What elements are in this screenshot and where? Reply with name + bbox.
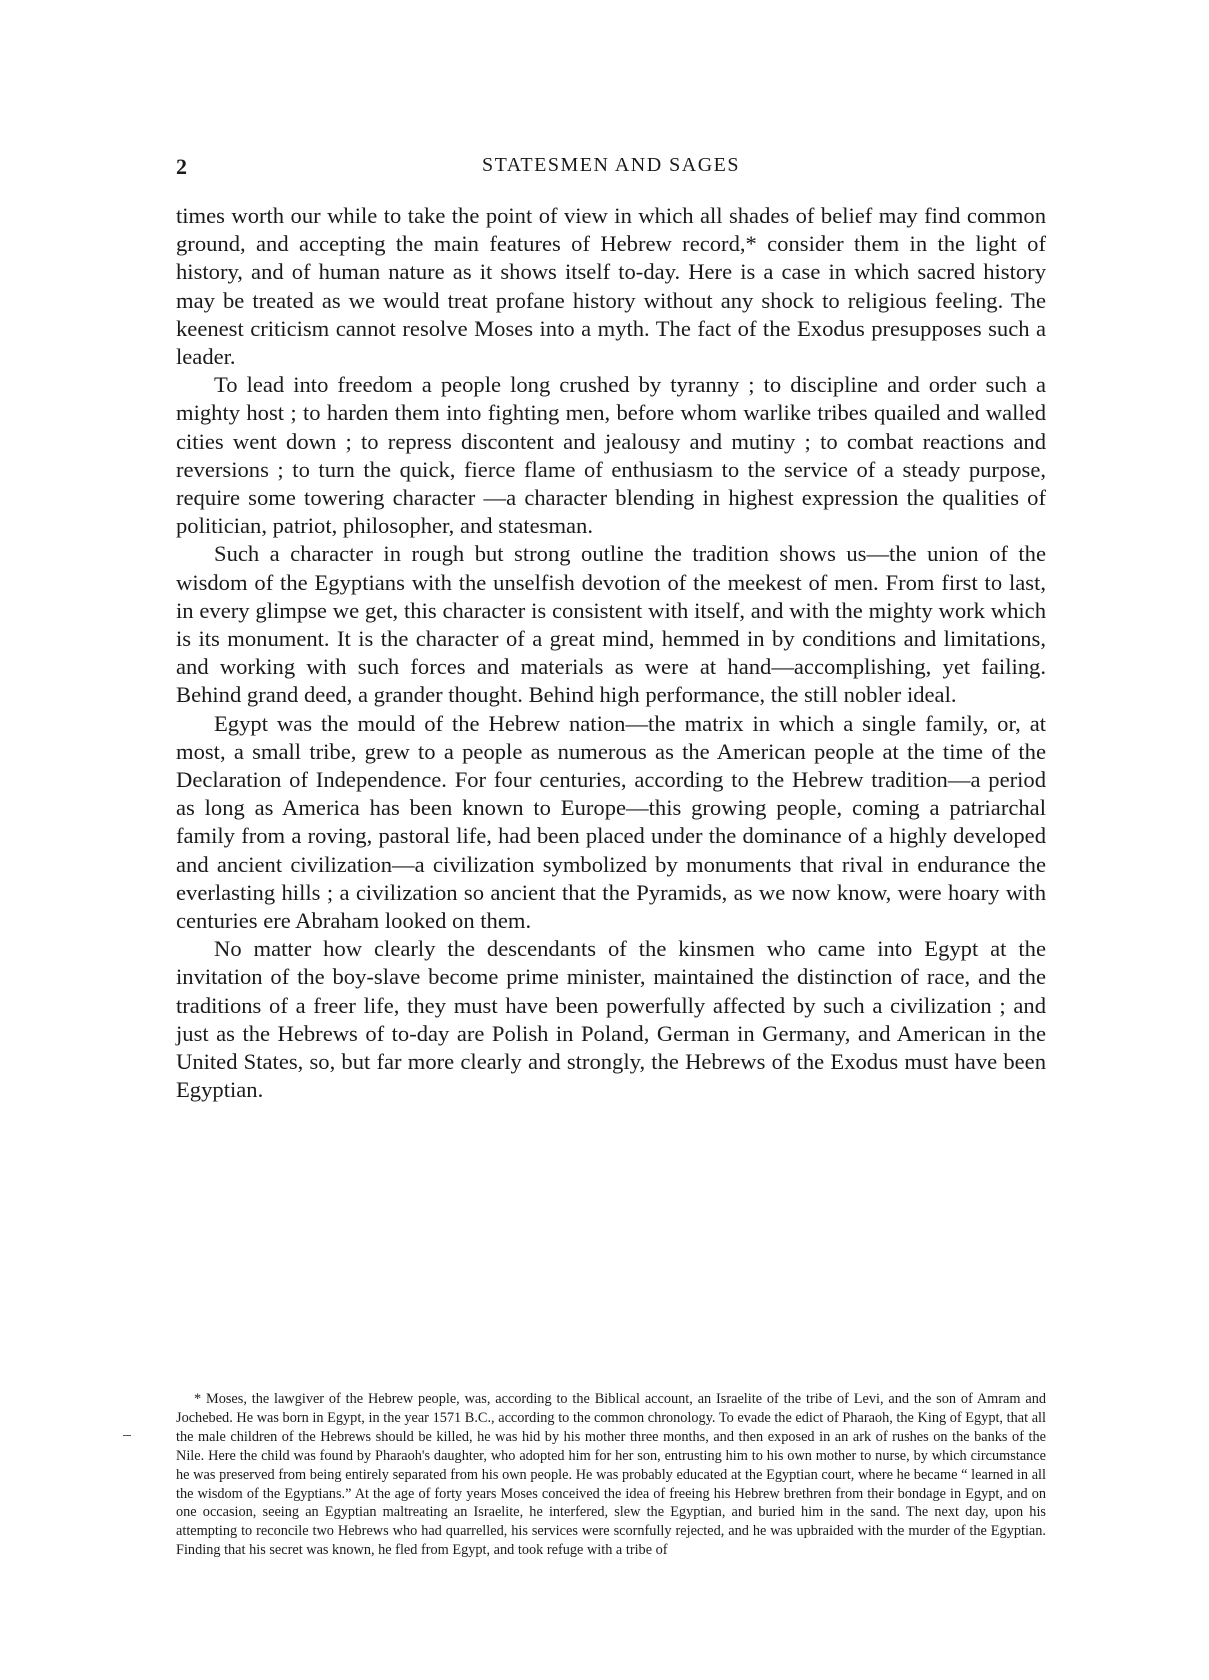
- paragraph: Such a character in rough but strong outline the tradition shows us—the union of the wisdom of the Egyptians with the unselfish devotion of the meekest of men. From first to last, in every glimpse we get, this character is consistent with itself, and with the mighty work which is its monument. It is the character of a great mind, hemmed in by conditions and limitations, and working with such forces and materials as were at hand—accomplishing, yet failing. Behind grand deed, a grander thought. Behind high performance, the still nobler ideal.: [176, 541, 1046, 708]
- paragraph-continued: times worth our while to take the point of view in which all shades of belief may find common ground, and accepting the main features of Hebrew record,* consider them in the light of history, and of human nature as it shows itself to-day. Here is a case in which sacred history may be treated as we would treat profane history without any shock to religious feeling. The keenest criticism cannot resolve Moses into a myth. The fact of the Exodus presupposes such a leader.: [176, 203, 1046, 370]
- main-text: [176, 202, 1046, 1105]
- running-head: [176, 154, 1046, 184]
- paragraph: No matter how clearly the descendants of the kinsmen who came into Egypt at the invitation of the boy-slave become prime minister, maintained the distinction of race, and the traditions of a freer life, they must have been powerfully affected by such a civilization ; and just as the Hebrews of to-day are Polish in Poland, German in Germany, and American in the United States, so, but far more clearly and strongly, the Hebrews of the Exodus must have been Egyptian.: [176, 936, 1046, 1103]
- paragraph: Egypt was the mould of the Hebrew nation—the matrix in which a single family, or, at most, a small tribe, grew to a people as numerous as the American people at the time of the Declaration of Independence. For four centuries, according to the Hebrew tradition—a period as long as America has been known to Europe—this growing people, coming a patriarchal family from a roving, pastoral life, had been placed under the dominance of a highly developed and ancient civilization—a civilization symbolized by monuments that rival in endurance the everlasting hills ; a civilization so ancient that the Pyramids, as we now know, were hoary with centuries ere Abraham looked on them.: [176, 710, 1046, 934]
- running-title: STATESMEN AND SAGES: [481, 154, 741, 176]
- footnote: * Moses, the lawgiver of the Hebrew people, was, according to the Biblical account, an Israelite of the tribe of Levi, and the son of Amram and Jochebed. He was born in Egypt, in the year 1571 B.C., according to the common chronology. To evade the edict of Pharaoh, the King of Egypt, that all the male children of the Hebrews should be killed, he was hid by his mother three months, and then exposed in an ark of rushes on the banks of the Nile. Here the child was found by Pharaoh's daughter, who adopted him for her son, entrusting him to his own mother to nurse, by which circumstance he was preserved from being entirely separated from his own people. He was probably educated at the Egyptian court, where he became “ learned in all the wisdom of the Egyptians.” At the age of forty years Moses conceived the idea of freeing his Hebrew brethren from their bondage in Egypt, and on one occasion, seeing an Egyptian maltreating an Israelite, he interfered, slew the Egyptian, and buried him in the sand. The next day, upon his attempting to reconcile two Hebrews who had quarrelled, his services were scornfully rejected, and he was upbraided with the murder of the Egyptian. Finding that his secret was known, he fled from Egypt, and took refuge with a tribe of: [176, 1391, 1046, 1559]
- footnote-area: [176, 1390, 1046, 1560]
- margin-mark: [123, 1435, 131, 1436]
- paragraph: To lead into freedom a people long crushed by tyranny ; to discipline and order such a mighty host ; to harden them into fighting men, before whom warlike tribes quailed and walled cities went down ; to repress discontent and jealousy and mutiny ; to combat reactions and reversions ; to turn the quick, fierce flame of enthusiasm to the service of a steady purpose, require some towering character —a character blending in highest expression the qualities of politician, patriot, philosopher, and statesman.: [176, 372, 1046, 539]
- page-number: 2: [176, 154, 187, 179]
